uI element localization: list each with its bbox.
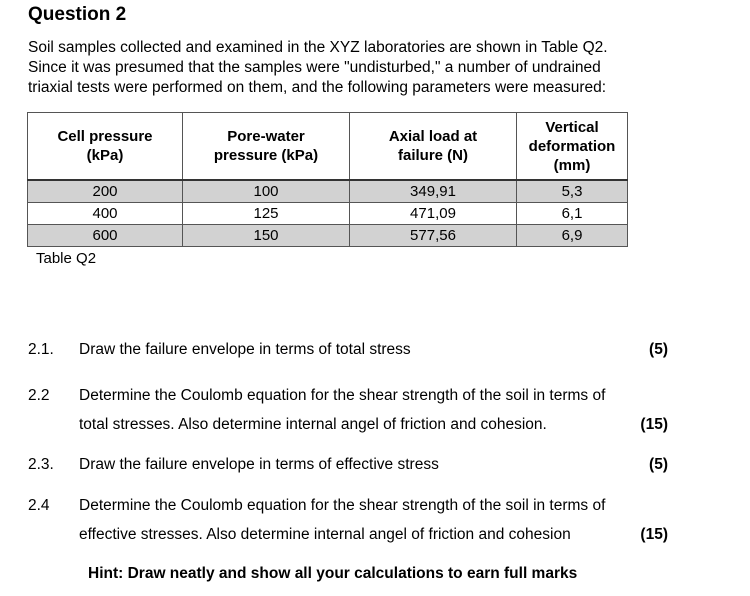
table-cell: 471,09 [350,203,517,225]
header-cell-pressure: Cell pressure (kPa) [28,113,183,181]
question-title: Question 2 [28,4,127,25]
table-row [28,203,628,225]
question-text: Draw the failure envelope in terms of effective stress [79,456,439,473]
question-marks: (5) [649,456,668,473]
header-vertical-deformation: Vertical deformation (mm) [517,113,628,181]
intro-line: Since it was presumed that the samples were "undisturbed," a number of undrained [28,59,601,76]
table-cell: 200 [28,180,183,203]
question-number: 2.4 [28,497,50,514]
table-cell: 5,3 [517,180,628,203]
intro-line: triaxial tests were performed on them, and the following parameters were measured: [28,79,607,96]
question-text: Determine the Coulomb equation for the shear strength of the soil in terms of effective stresses. Also determine internal angel of friction and cohesion [79,497,606,543]
header-axial-load: Axial load at failure (N) [350,113,517,181]
table-caption: Table Q2 [36,250,97,267]
question-marks: (15) [640,526,668,543]
question-marks: (15) [640,416,668,433]
header-pore-water-pressure: Pore-water pressure (kPa) [183,113,350,181]
table-cell: 6,1 [517,203,628,225]
table-cell: 349,91 [350,180,517,203]
table-cell: 600 [28,225,183,247]
table-cell: 577,56 [350,225,517,247]
table-cell: 6,9 [517,225,628,247]
table-cell: 125 [183,203,350,225]
table-row [28,225,628,247]
question-number: 2.1. [28,341,54,358]
hint-text: Hint: Draw neatly and show all your calculations to earn full marks [88,565,578,582]
table-header-row [28,113,628,181]
table-cell: 100 [183,180,350,203]
question-text: Determine the Coulomb equation for the shear strength of the soil in terms of total stresses. Also determine internal angel of friction and cohesion. [79,387,606,433]
question-number: 2.2 [28,387,50,404]
question-number: 2.3. [28,456,54,473]
table-q2 [27,112,628,247]
question-marks: (5) [649,341,668,358]
table-cell: 150 [183,225,350,247]
table-row [28,180,628,203]
intro-paragraph [28,38,728,98]
table-cell: 400 [28,203,183,225]
question-text: Draw the failure envelope in terms of total stress [79,341,411,358]
intro-line: Soil samples collected and examined in the XYZ laboratories are shown in Table Q2. [28,39,608,56]
